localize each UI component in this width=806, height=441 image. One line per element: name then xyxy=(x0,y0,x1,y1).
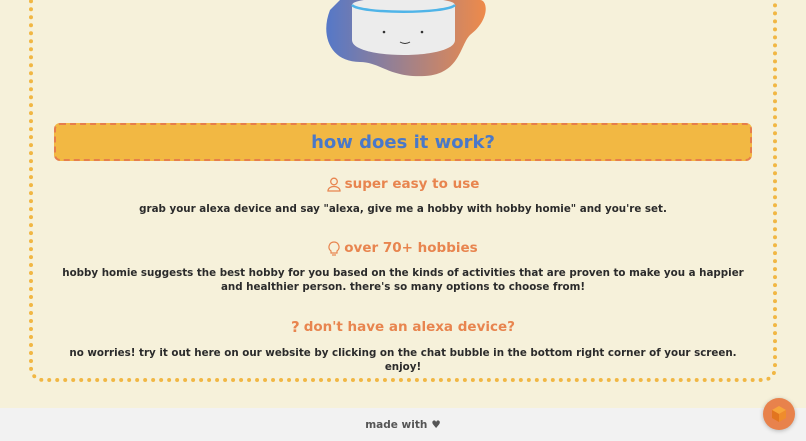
section-title: super easy to use xyxy=(344,176,480,192)
section-title: over 70+ hobbies xyxy=(344,240,478,256)
section-text: no worries! try it out here on our website by clicking on the chat bubble in the bottom right corner of your screen. enjoy! xyxy=(69,347,737,373)
how-it-works-heading: how does it work? xyxy=(54,123,752,161)
section-text: grab your alexa device and say "alexa, give me a hobby with hobby homie" and you're set. xyxy=(139,203,667,215)
lightbulb-icon xyxy=(328,241,340,256)
question-icon: ? xyxy=(291,318,300,336)
section-no-device xyxy=(60,318,746,374)
alexa-device-illustration xyxy=(320,0,488,78)
user-icon xyxy=(327,177,341,192)
footer xyxy=(0,408,806,441)
heart-icon: ♥ xyxy=(431,418,441,431)
section-hobbies xyxy=(60,240,746,294)
section-title: don't have an alexa device? xyxy=(303,319,515,335)
cube-icon xyxy=(771,405,787,423)
section-easy xyxy=(60,176,746,216)
chat-bubble-button[interactable] xyxy=(763,398,795,430)
footer-text: made with xyxy=(365,418,428,431)
section-text: hobby homie suggests the best hobby for you based on the kinds of activities that are proven to make you a happier and healthier person. there's so many options to choose from! xyxy=(62,267,744,293)
